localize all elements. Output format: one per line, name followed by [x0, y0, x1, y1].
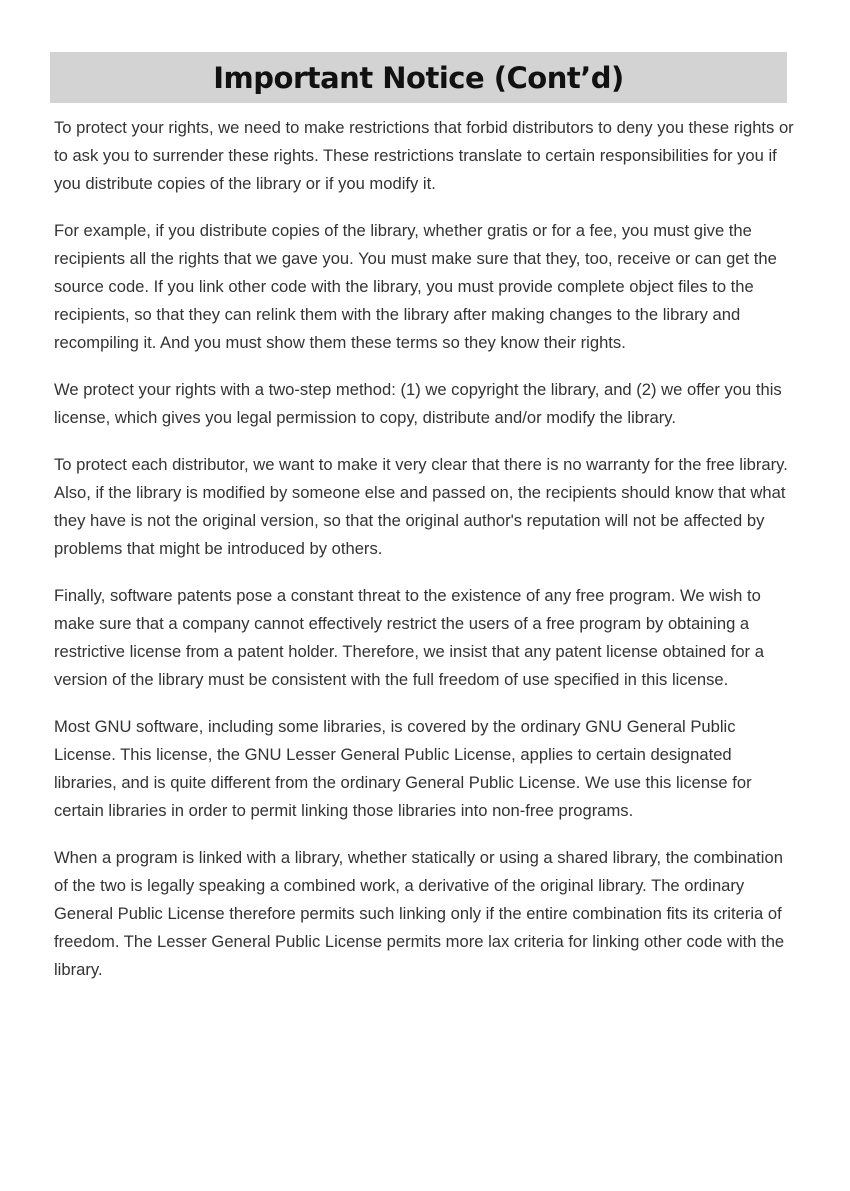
title-bar — [50, 52, 787, 103]
body-text — [54, 114, 794, 1003]
paragraph-two-step-method: We protect your rights with a two-step method: (1) we copyright the library, and (2) we offer you this license, which gives you legal permission to copy, distribute and/or modify the library. — [54, 380, 782, 427]
paragraph-gnu-software: Most GNU software, including some libraries, is covered by the ordinary GNU General Public License. This license, the GNU Lesser General Public License, applies to certain designated libraries, and is quite different from the ordinary General Public License. We use this license for certain libraries in order to permit linking those libraries into non-free programs. — [54, 717, 752, 820]
paragraph-software-patents: Finally, software patents pose a constant threat to the existence of any free program. We wish to make sure that a company cannot effectively restrict the users of a free program by obtaining a restrictive license from a patent holder. Therefore, we insist that any patent license obtained for a version of the library must be consistent with the full freedom of use specified in this license. — [54, 586, 764, 689]
paragraph-example-distribution: For example, if you distribute copies of the library, whether gratis or for a fee, you must give the recipients all the rights that we gave you. You must make sure that they, too, receive or can get the source code. If you link other code with the library, you must provide complete object files to the recipients, so that they can relink them with the library after making changes to the library and recompiling it. And you must show them these terms so they know their rights. — [54, 221, 777, 352]
paragraph-linked-program: When a program is linked with a library, whether statically or using a shared library, the combination of the two is legally speaking a combined work, a derivative of the original library. The ordinary General Public License therefore permits such linking only if the entire combination fits its criteria of freedom. The Lesser General Public License permits more lax criteria for linking other code with the library. — [54, 848, 785, 979]
page-title: Important Notice (Cont’d) — [213, 60, 624, 95]
paragraph-protect-rights: To protect your rights, we need to make restrictions that forbid distributors to deny you these rights or to ask you to surrender these rights. These restrictions translate to certain responsibilities for you if you distribute copies of the library or if you modify it. — [54, 118, 794, 193]
paragraph-no-warranty: To protect each distributor, we want to make it very clear that there is no warranty for the free library. Also, if the library is modified by someone else and passed on, the recipients should know that what they have is not the original version, so that the original author's reputation will not be affected by problems that might be introduced by others. — [54, 455, 788, 558]
